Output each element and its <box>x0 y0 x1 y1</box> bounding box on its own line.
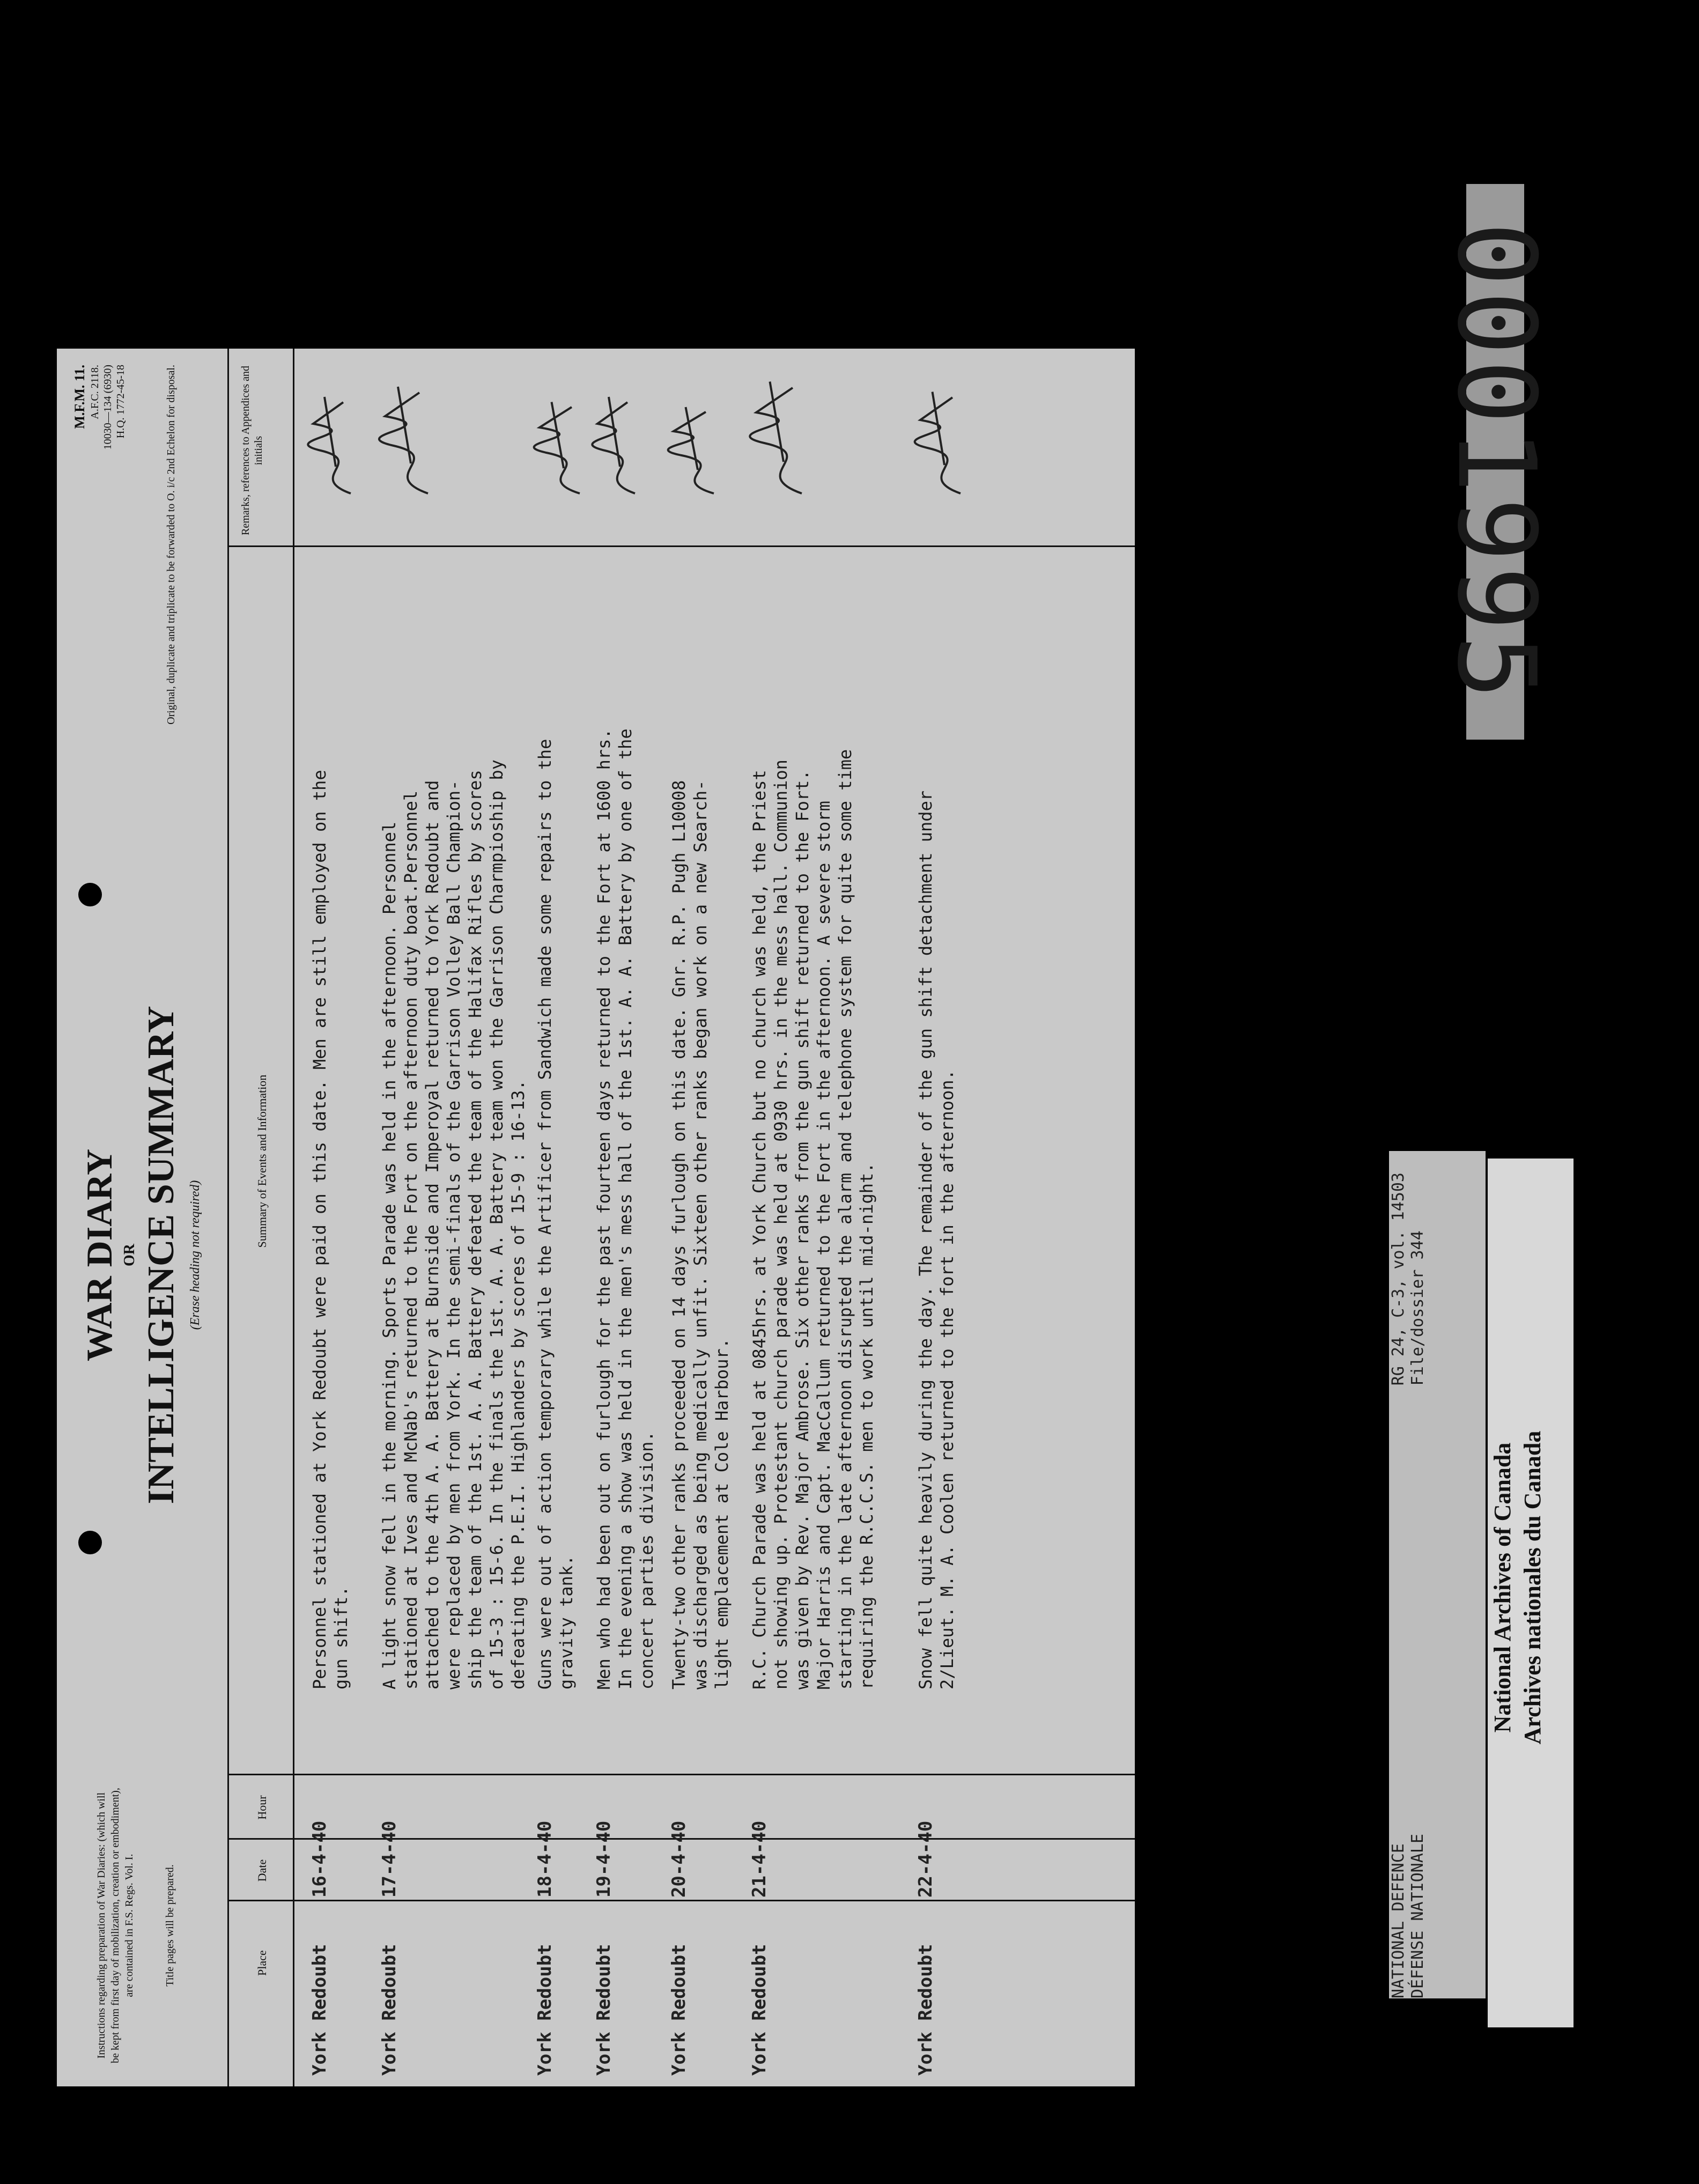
archives-text <box>1488 1175 1574 2001</box>
entry-summary <box>593 552 658 1689</box>
summary-line: stationed at Ives and McNab's returned to the Fort on the afternoon duty boat.Personnel <box>401 790 421 1689</box>
form-code: M.F.M. 11. <box>72 365 87 429</box>
col-rule-hour <box>227 1774 1135 1775</box>
hole-punch-left <box>78 1531 102 1554</box>
summary-line: 2/Lieut. M. A. Coolen returned to the fort in the afternoon. <box>937 1069 957 1689</box>
archives-line-2: Archives nationales du Canada <box>1519 1430 1546 1745</box>
summary-line: requiring the R.C.C.S. men to work until mid-night. <box>856 1162 877 1689</box>
entry-place: York Redoubt <box>593 1944 615 2076</box>
initials-signature <box>904 386 985 499</box>
entry-date: 16-4-40 <box>309 1820 330 1898</box>
reference-line-1: RG 24, C-3, vol. 14503 <box>1389 1172 1408 1386</box>
col-rule-place <box>227 1900 1135 1901</box>
entry-place: York Redoubt <box>534 1944 556 2076</box>
summary-line: A light snow fell in the morning. Sports Parade was held in the afternoon. Personnel <box>379 821 400 1689</box>
archives-label <box>1488 1159 1574 2027</box>
summary-line: ship the team of the 1st. A. A. Battery defeated the team of the Halifax Rifles by scores <box>465 770 485 1689</box>
initials-signature <box>738 375 829 499</box>
summary-line: starting in the late afternoon disrupted the alarm and telephone system for quite some time <box>835 749 855 1689</box>
summary-line: Personnel stationed at York Redoubt were paid on this date. Men are still employed on the <box>309 770 330 1689</box>
form-ref-3: H.Q. 1772-45-18 <box>115 365 127 439</box>
entry-date: 21-4-40 <box>749 1820 770 1898</box>
summary-line: attached to the 4th A. A. Battery at Burnside and Imperoyal returned to York Redoubt and <box>422 780 442 1689</box>
form-ref-2: 10030—134 (6930) <box>102 365 114 450</box>
summary-line: light emplacement at Cole Harbour. <box>712 1338 732 1689</box>
entry-summary <box>749 552 877 1689</box>
summary-line: of 15-3 : 15-6. In the finals the 1st. A. A. Battery team won the Garrison Charmpioship by <box>486 759 507 1689</box>
stamp-number-panel <box>1434 184 1558 740</box>
entry-date: 22-4-40 <box>915 1820 936 1898</box>
summary-line: gun shift. <box>331 1586 351 1689</box>
entry-place: York Redoubt <box>749 1944 770 2076</box>
summary-line: were replaced by men from York. In the semi-finals of the Garrison Volley Ball Champion- <box>444 780 464 1689</box>
initials-signature <box>658 402 738 499</box>
initials-signature <box>298 392 373 499</box>
agency-line-2: DÉFENSE NATIONALE <box>1408 1833 1427 1998</box>
entry-summary <box>534 552 577 1689</box>
summary-line: R.C. Church Parade was held at 0845hrs. at York Church but no church was held, the Priest <box>749 770 770 1689</box>
initials-signature <box>582 392 658 499</box>
disposal-note: Original, duplicate and triplicate to be forwarded to O. i/c 2nd Echelon for disposal. <box>165 365 177 725</box>
entry-place: York Redoubt <box>379 1944 400 2076</box>
archives-line-1: National Archives of Canada <box>1489 1442 1516 1733</box>
summary-line: Twenty-two other ranks proceeded on 14 days furlough on this date. Gnr. R.P. Pugh L10008 <box>669 780 689 1689</box>
title-intelligence-summary: INTELLIGENCE SUMMARY <box>141 1006 182 1504</box>
form-ref-1: A.F.C. 2118. <box>89 365 101 419</box>
entry-place: York Redoubt <box>915 1944 936 2076</box>
title-pages-note: Title pages will be prepared. <box>164 1864 176 1987</box>
col-header-date: Date <box>255 1859 269 1882</box>
summary-line: Major Harris and Capt. MacCallum returned to the Fort in the afternoon. A severe storm <box>814 801 834 1689</box>
summary-line: Snow fell quite heavily during the day. The remainder of the gun shift detachment under <box>915 790 936 1689</box>
col-rule-summary <box>227 545 1135 547</box>
reference-label <box>1389 1151 1486 1998</box>
summary-line: was discharged as being medically unfit. Sixteen other ranks began work on a new Search- <box>690 780 711 1689</box>
summary-line: Guns were out of action temporary while the Artificer from Sandwich made some repairs to the <box>535 739 555 1689</box>
entry-date: 19-4-40 <box>593 1820 615 1898</box>
instructions: Instructions regarding preparation of War Diaries: (which will be kept from first day of mobilization, creation or embodiment), are contained in F.S. Regs. Vol. I. <box>95 1788 135 2063</box>
header-top-rule <box>227 349 229 2086</box>
col-header-summary: Summary of Events and Information <box>255 1074 269 1248</box>
title-war-diary: WAR DIARY <box>79 1148 120 1362</box>
header-bottom-rule <box>293 349 294 2086</box>
reference-line-2: File/dossier 344 <box>1408 1230 1427 1386</box>
entry-date: 17-4-40 <box>379 1820 400 1898</box>
entry-summary <box>379 552 529 1689</box>
summary-line: gravity tank. <box>556 1555 577 1689</box>
stamp-number: 0001995 <box>1434 222 1558 704</box>
agency-line-1: NATIONAL DEFENCE <box>1389 1843 1408 1998</box>
entry-date: 18-4-40 <box>534 1820 556 1898</box>
war-diary-sheet <box>57 349 1135 2086</box>
col-header-place: Place <box>255 1950 269 1976</box>
entry-date: 20-4-40 <box>668 1820 690 1898</box>
entry-place: York Redoubt <box>668 1944 690 2076</box>
reference-text <box>1389 1151 1486 1998</box>
summary-line: defeating the P.E.I. Highlanders by scores of 15-9 : 16-13. <box>508 1080 528 1689</box>
entry-summary <box>668 552 733 1689</box>
summary-line: was given by Rev. Major Ambrose. Six other ranks from the gun shift returned to the Fort. <box>792 770 812 1689</box>
summary-line: Men who had been out on furlough for the past fourteen days returned to the Fort at 1600 hrs. <box>594 728 614 1689</box>
summary-line: concert parties division. <box>637 1431 657 1689</box>
col-header-remarks: Remarks, references to Appendices and initials <box>240 366 264 535</box>
col-header-hour: Hour <box>255 1795 269 1820</box>
hole-punch-right <box>78 883 102 906</box>
title-or: OR <box>121 1244 138 1266</box>
title-note: (Erase heading not required) <box>188 1180 202 1330</box>
summary-line: not showing up. Protestant church parade was held at 0930 hrs. in the mess hall. Communion <box>771 759 791 1689</box>
initials-signature <box>368 381 454 499</box>
entry-place: York Redoubt <box>309 1944 330 2076</box>
entry-summary <box>915 552 958 1689</box>
summary-line: In the evening a show was held in the men's mess hall of the 1st. A. A. Battery by one of the <box>615 728 636 1689</box>
entry-summary <box>309 552 352 1689</box>
